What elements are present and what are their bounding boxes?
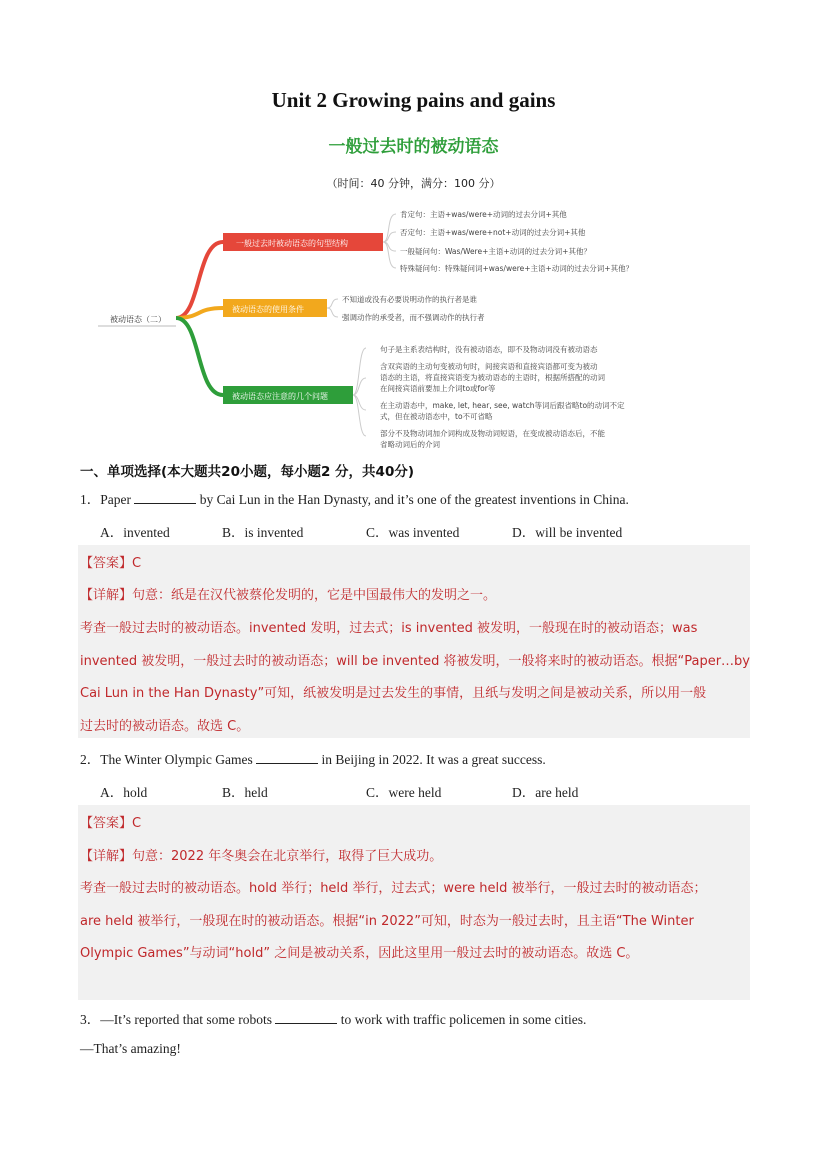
question-2-answer: 【答案】C: [80, 816, 142, 831]
question-1-explanation-line: Cai Lun in the Han Dynasty”可知，纸被发明是过去发生的事情，且纸与发明之间是被动关系，所以用一般: [80, 686, 707, 701]
condition-2: 强调动作的承受者，而不强调动作的执行者: [342, 313, 485, 322]
question-1-explanation-line: 过去时的被动语态。故选 C。: [80, 719, 250, 734]
mindmap-root: 被动语态（二）: [110, 315, 166, 324]
question-2-explanation-line: 考查一般过去时的被动语态。hold 举行；held 举行，过去式；were held 被举行，一般过去时的被动语态；: [80, 881, 707, 896]
question-1-option-c: C．was invented: [366, 525, 460, 540]
question-1-stem: 1．Paper by Cai Lun in the Han Dynasty, and it’s one of the greatest inventions in China.: [80, 492, 629, 507]
page-subtitle: 一般过去时的被动语态: [328, 137, 499, 157]
note-4-line-2: 省略动词后的介词: [380, 440, 440, 448]
question-1-option-a: A．invented: [100, 525, 170, 540]
section-heading: 一、单项选择(本大题共20小题，每小题2 分，共40分): [80, 464, 415, 480]
question-2-option-c: C．were held: [366, 785, 442, 800]
page-title: Unit 2 Growing pains and gains: [271, 88, 556, 112]
time-info: （时间：40 分钟，满分：100 分）: [326, 177, 501, 190]
question-1-option-b: B．is invented: [222, 525, 304, 540]
note-3-line-2: 式，但在被动语态中，to不可省略: [380, 412, 493, 421]
answer-blank: [134, 491, 196, 504]
condition-1: 不知道或没有必要说明动作的执行者是谁: [342, 295, 477, 304]
structure-wh-question: 特殊疑问句：特殊疑问词+was/were+主语+动词的过去分词+其他？: [400, 264, 634, 273]
branch-connector-green: [176, 318, 223, 395]
note-3-line-1: 在主动语态中，make, let, hear, see, watch等词后跟省略to的动词不定: [380, 401, 625, 410]
structure-affirmative: 肯定句：主语+was/were+动词的过去分词+其他: [400, 210, 567, 219]
structure-yes-no-question: 一般疑问句：Was/Were+主语+动词的过去分词+其他？: [400, 247, 591, 256]
question-3-reply: —That’s amazing!: [80, 1041, 181, 1056]
question-2-detail: 【详解】句意：2022 年冬奥会在北京举行，取得了巨大成功。: [80, 849, 443, 864]
answer-blank: [256, 751, 318, 764]
question-2-option-b: B．held: [222, 785, 268, 800]
question-1-explanation-line: 考查一般过去时的被动语态。invented 发明，过去式；is invented 被发明，一般现在时的被动语态；was: [80, 621, 698, 636]
structure-negative: 否定句：主语+was/were+not+动词的过去分词+其他: [400, 228, 586, 237]
question-3-stem: 3．—It’s reported that some robots to work with traffic policemen in some cities.: [80, 1012, 587, 1027]
question-1-answer: 【答案】C: [80, 556, 142, 571]
question-2-option-d: D．are held: [512, 785, 579, 800]
question-2-explanation-line: are held 被举行，一般现在时的被动语态。根据“in 2022”可知，时态为一般过去时，且主语“The Winter: [80, 914, 694, 929]
note-4-line-1: 部分不及物动词加介词构成及物动词短语，在变成被动语态后，不能: [380, 429, 605, 438]
note-2-line-2: 语态的主语，将直接宾语变为被动语态的主语时，根据所搭配的动词: [380, 373, 605, 382]
question-2-explanation-line: Olympic Games”与动词“hold” 之间是被动关系，因此这里用一般过去时的被动语态。故选 C。: [80, 946, 639, 961]
branch-label-structure: 一般过去时被动语态的句型结构: [236, 239, 348, 248]
branch-label-conditions: 被动语态的使用条件: [232, 305, 304, 314]
note-2-line-3: 在间接宾语前要加上介词to或for等: [380, 384, 496, 393]
answer-blank: [275, 1011, 337, 1024]
question-1-answer-box: [78, 545, 750, 738]
question-2-option-a: A．hold: [100, 785, 148, 800]
question-1-explanation-line: invented 被发明，一般过去时的被动语态；will be invented 将被发明，一般将来时的被动语态。根据“Paper…by: [80, 654, 751, 669]
note-2-line-1: 含双宾语的主动句变被动句时，间接宾语和直接宾语都可变为被动: [380, 362, 598, 371]
mind-map: [96, 198, 716, 448]
note-1: 句子是主系表结构时，没有被动语态，即不及物动词没有被动语态: [380, 345, 598, 354]
question-1-option-d: D．will be invented: [512, 525, 623, 540]
question-1-detail: 【详解】句意：纸是在汉代被蔡伦发明的，它是中国最伟大的发明之一。: [80, 588, 497, 603]
question-2-stem: 2．The Winter Olympic Games in Beijing in 2022. It was a great success.: [80, 752, 546, 767]
branch-label-notes: 被动语态应注意的几个问题: [232, 392, 328, 401]
question-2-answer-box: [78, 805, 750, 1000]
